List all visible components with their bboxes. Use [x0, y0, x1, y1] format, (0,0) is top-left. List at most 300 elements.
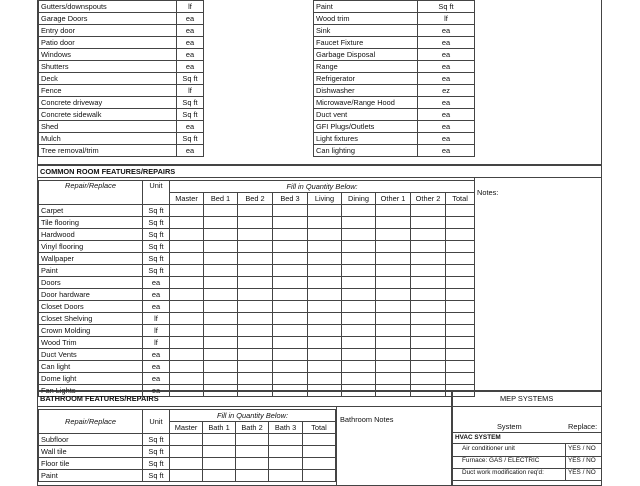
quantity-cell[interactable] [376, 349, 411, 361]
row-item-label: Gutters/downspouts [39, 1, 177, 13]
quantity-cell[interactable] [308, 289, 342, 301]
quantity-cell[interactable] [238, 277, 273, 289]
table-row [39, 73, 204, 85]
row-item-label: Hardwood [39, 229, 143, 241]
quantity-cell[interactable] [376, 361, 411, 373]
row-unit: ea [418, 121, 475, 133]
row-unit: Sq ft [143, 446, 170, 458]
quantity-cell[interactable] [238, 205, 273, 217]
quantity-cell[interactable] [376, 313, 411, 325]
quantity-cell[interactable] [273, 301, 308, 313]
row-item-label: Entry door [39, 25, 177, 37]
quantity-cell[interactable] [446, 337, 475, 349]
row-unit: ea [143, 385, 170, 397]
quantity-cell[interactable] [446, 373, 475, 385]
quantity-cell[interactable] [204, 349, 238, 361]
quantity-cell[interactable] [170, 373, 204, 385]
table-row [39, 121, 204, 133]
quantity-cell[interactable] [204, 361, 238, 373]
quantity-cell[interactable] [273, 373, 308, 385]
table-row [39, 373, 475, 385]
quantity-cell[interactable] [269, 458, 303, 470]
quantity-cell[interactable] [308, 325, 342, 337]
quantity-cell[interactable] [411, 277, 446, 289]
quantity-cell[interactable] [170, 446, 203, 458]
common-room-header: Other 2 [411, 193, 446, 205]
quantity-cell[interactable] [170, 337, 204, 349]
row-unit: ea [418, 145, 475, 157]
table-row [314, 85, 475, 97]
quantity-cell[interactable] [273, 289, 308, 301]
common-title-divider [37, 177, 602, 178]
table-row [39, 229, 475, 241]
quantity-cell[interactable] [273, 229, 308, 241]
quantity-cell[interactable] [273, 265, 308, 277]
row-item-label: Doors [39, 277, 143, 289]
quantity-cell[interactable] [308, 229, 342, 241]
quantity-cell[interactable] [342, 361, 376, 373]
row-unit: Sq ft [177, 73, 204, 85]
quantity-cell[interactable] [308, 361, 342, 373]
row-unit: ea [177, 49, 204, 61]
table-row [39, 61, 204, 73]
quantity-cell[interactable] [170, 325, 204, 337]
row-item-label: Faucet Fixture [314, 37, 418, 49]
quantity-cell[interactable] [376, 253, 411, 265]
quantity-cell[interactable] [238, 301, 273, 313]
quantity-cell[interactable] [376, 205, 411, 217]
quantity-cell[interactable] [342, 253, 376, 265]
quantity-cell[interactable] [269, 446, 303, 458]
quantity-cell[interactable] [273, 205, 308, 217]
row-unit: ea [418, 73, 475, 85]
quantity-cell[interactable] [446, 253, 475, 265]
table-row [314, 25, 475, 37]
common-room-header: Bed 3 [273, 193, 308, 205]
quantity-cell[interactable] [411, 229, 446, 241]
quantity-cell[interactable] [204, 241, 238, 253]
quantity-cell[interactable] [170, 253, 204, 265]
quantity-cell[interactable] [204, 217, 238, 229]
table-row [39, 217, 475, 229]
row-unit: ea [177, 145, 204, 157]
row-unit: lf [177, 1, 204, 13]
row-unit: Sq ft [177, 97, 204, 109]
common-room-table [38, 180, 475, 397]
quantity-cell[interactable] [376, 337, 411, 349]
quantity-cell[interactable] [308, 205, 342, 217]
common-room-header: Bed 2 [238, 193, 273, 205]
quantity-cell[interactable] [411, 373, 446, 385]
row-item-label: Dishwasher [314, 85, 418, 97]
table-row [314, 49, 475, 61]
row-item-label: Sink [314, 25, 418, 37]
table-row [314, 109, 475, 121]
hvac-label: HVAC SYSTEM [455, 434, 501, 441]
row-unit: ez [418, 85, 475, 97]
row-item-label: Crown Molding [39, 325, 143, 337]
row-unit: Sq ft [143, 241, 170, 253]
quantity-cell[interactable] [204, 265, 238, 277]
quantity-cell[interactable] [411, 361, 446, 373]
quantity-cell[interactable] [308, 217, 342, 229]
row-unit: ea [418, 61, 475, 73]
row-unit: lf [143, 313, 170, 325]
quantity-cell[interactable] [204, 313, 238, 325]
row-unit: lf [143, 325, 170, 337]
row-item-label: Tile flooring [39, 217, 143, 229]
bath-notes-label: Bathroom Notes [340, 415, 394, 424]
row-item-label: Wood trim [314, 13, 418, 25]
quantity-cell[interactable] [238, 253, 273, 265]
row-unit: ea [143, 373, 170, 385]
row-unit: Sq ft [143, 229, 170, 241]
bath-room-header: Bath 2 [236, 422, 269, 434]
table-row [39, 434, 336, 446]
table-row [314, 61, 475, 73]
quantity-cell[interactable] [342, 265, 376, 277]
quantity-cell[interactable] [203, 446, 236, 458]
table-row [39, 205, 475, 217]
table-row [39, 458, 336, 470]
row-unit: Sq ft [177, 109, 204, 121]
row-item-label: Duct vent [314, 109, 418, 121]
row-item-label: Deck [39, 73, 177, 85]
quantity-cell[interactable] [238, 349, 273, 361]
quantity-cell[interactable] [376, 217, 411, 229]
bath-room-header: Bath 3 [269, 422, 303, 434]
row-unit: ea [143, 277, 170, 289]
quantity-cell[interactable] [170, 289, 204, 301]
row-item-label: Paint [39, 265, 143, 277]
mep-replace-header: Replace: [568, 422, 598, 431]
quantity-cell[interactable] [170, 458, 203, 470]
quantity-cell[interactable] [203, 434, 236, 446]
row-item-label: Closet Shelving [39, 313, 143, 325]
row-item-label: Carpet [39, 205, 143, 217]
row-item-label: Shed [39, 121, 177, 133]
quantity-cell[interactable] [273, 361, 308, 373]
quantity-cell[interactable] [446, 217, 475, 229]
quantity-cell[interactable] [204, 277, 238, 289]
mep-column-divider [565, 444, 566, 456]
quantity-cell[interactable] [170, 241, 204, 253]
quantity-cell[interactable] [170, 229, 204, 241]
row-unit: Sq ft [143, 458, 170, 470]
mep-row-label: Furnace: GAS / ELECTRIC [462, 457, 540, 464]
row-unit: ea [418, 109, 475, 121]
quantity-cell[interactable] [446, 229, 475, 241]
row-item-label: Concrete driveway [39, 97, 177, 109]
quantity-cell[interactable] [308, 337, 342, 349]
table-row [39, 133, 204, 145]
quantity-cell[interactable] [238, 289, 273, 301]
table-row [39, 277, 475, 289]
table-row [39, 37, 204, 49]
quantity-cell[interactable] [204, 373, 238, 385]
quantity-cell[interactable] [411, 301, 446, 313]
table-row [314, 97, 475, 109]
quantity-cell[interactable] [411, 241, 446, 253]
quantity-cell[interactable] [342, 205, 376, 217]
quantity-cell[interactable] [446, 265, 475, 277]
table-row [39, 361, 475, 373]
mep-yes-no-option[interactable]: YES / NO [568, 469, 596, 476]
row-item-label: Mulch [39, 133, 177, 145]
quantity-cell[interactable] [342, 337, 376, 349]
common-unit-header: Unit [143, 181, 170, 205]
quantity-cell[interactable] [411, 217, 446, 229]
bath-repair-header: Repair/Replace [39, 410, 143, 434]
mep-column-divider [565, 468, 566, 480]
table-row [39, 97, 204, 109]
row-unit: Sq ft [177, 133, 204, 145]
quantity-cell[interactable] [342, 373, 376, 385]
common-notes-label: Notes: [477, 188, 499, 197]
quantity-cell[interactable] [376, 325, 411, 337]
row-unit: ea [177, 121, 204, 133]
quantity-cell[interactable] [342, 325, 376, 337]
table-row [314, 145, 475, 157]
row-item-label: GFI Plugs/Outlets [314, 121, 418, 133]
quantity-cell[interactable] [273, 241, 308, 253]
row-unit: lf [143, 337, 170, 349]
quantity-cell[interactable] [342, 217, 376, 229]
row-unit: ea [177, 37, 204, 49]
quantity-cell[interactable] [238, 217, 273, 229]
quantity-cell[interactable] [446, 277, 475, 289]
bath-title-divider [37, 406, 452, 407]
row-unit: ea [177, 25, 204, 37]
quantity-cell[interactable] [446, 241, 475, 253]
quantity-cell[interactable] [342, 277, 376, 289]
quantity-cell[interactable] [238, 373, 273, 385]
row-unit: ea [143, 361, 170, 373]
quantity-cell[interactable] [273, 325, 308, 337]
row-item-label: Tree removal/trim [39, 145, 177, 157]
quantity-cell[interactable] [238, 337, 273, 349]
common-room-header: Master [170, 193, 204, 205]
quantity-cell[interactable] [203, 458, 236, 470]
quantity-cell[interactable] [170, 265, 204, 277]
common-notes-divider [474, 177, 475, 391]
row-unit: ea [418, 37, 475, 49]
quantity-cell[interactable] [411, 289, 446, 301]
table-row [39, 349, 475, 361]
quantity-cell[interactable] [411, 325, 446, 337]
quantity-cell[interactable] [170, 434, 203, 446]
row-unit: ea [143, 349, 170, 361]
quantity-cell[interactable] [204, 289, 238, 301]
quantity-cell[interactable] [411, 349, 446, 361]
quantity-cell[interactable] [376, 265, 411, 277]
quantity-cell[interactable] [342, 241, 376, 253]
mep-row-label: Duct work modification req'd: [462, 469, 544, 476]
quantity-cell[interactable] [170, 205, 204, 217]
quantity-cell[interactable] [303, 458, 336, 470]
quantity-cell[interactable] [446, 205, 475, 217]
row-item-label: Vinyl flooring [39, 241, 143, 253]
common-room-header: Total [446, 193, 475, 205]
row-unit: ea [143, 301, 170, 313]
quantity-cell[interactable] [170, 313, 204, 325]
row-unit: Sq ft [143, 470, 170, 482]
quantity-cell[interactable] [204, 205, 238, 217]
table-row [314, 121, 475, 133]
row-item-label: Wall tile [39, 446, 143, 458]
row-unit: Sq ft [143, 265, 170, 277]
quantity-cell[interactable] [308, 277, 342, 289]
quantity-cell[interactable] [204, 253, 238, 265]
row-item-label: Dome light [39, 373, 143, 385]
quantity-cell[interactable] [236, 458, 269, 470]
quantity-cell[interactable] [446, 313, 475, 325]
quantity-cell[interactable] [308, 301, 342, 313]
bath-fill-header: Fill in Quantity Below: [170, 410, 336, 422]
row-item-label: Fan Lights [39, 385, 143, 397]
row-item-label: Closet Doors [39, 301, 143, 313]
quantity-cell[interactable] [308, 253, 342, 265]
bath-section-title: BATHROOM FEATURES/REPAIRS [40, 394, 159, 403]
quantity-cell[interactable] [170, 277, 204, 289]
quantity-cell[interactable] [308, 313, 342, 325]
table-row [39, 13, 204, 25]
row-unit: Sq ft [143, 217, 170, 229]
common-room-header: Other 1 [376, 193, 411, 205]
row-item-label: Windows [39, 49, 177, 61]
row-item-label: Floor tile [39, 458, 143, 470]
quantity-cell[interactable] [446, 325, 475, 337]
table-row [314, 133, 475, 145]
quantity-cell[interactable] [411, 265, 446, 277]
quantity-cell[interactable] [308, 265, 342, 277]
bath-notes-divider [336, 406, 337, 486]
quantity-cell[interactable] [170, 361, 204, 373]
row-item-label: Garbage Disposal [314, 49, 418, 61]
quantity-cell[interactable] [170, 349, 204, 361]
quantity-cell[interactable] [269, 434, 303, 446]
bath-unit-header: Unit [143, 410, 170, 434]
quantity-cell[interactable] [411, 313, 446, 325]
quantity-cell[interactable] [342, 301, 376, 313]
quantity-cell[interactable] [376, 289, 411, 301]
quantity-cell[interactable] [170, 217, 204, 229]
table-row [314, 73, 475, 85]
quantity-cell[interactable] [236, 446, 269, 458]
quantity-cell[interactable] [308, 373, 342, 385]
quantity-cell[interactable] [376, 301, 411, 313]
quantity-cell[interactable] [342, 289, 376, 301]
quantity-cell[interactable] [446, 349, 475, 361]
row-item-label: Wallpaper [39, 253, 143, 265]
row-item-label: Duct Vents [39, 349, 143, 361]
quantity-cell[interactable] [303, 446, 336, 458]
quantity-cell[interactable] [376, 373, 411, 385]
exterior-left-table [38, 0, 204, 157]
quantity-cell[interactable] [170, 301, 204, 313]
common-repair-header: Repair/Replace [39, 181, 143, 205]
quantity-cell[interactable] [204, 337, 238, 349]
bath-table [38, 409, 336, 482]
quantity-cell[interactable] [273, 277, 308, 289]
quantity-cell[interactable] [303, 434, 336, 446]
table-row [39, 253, 475, 265]
quantity-cell[interactable] [342, 313, 376, 325]
quantity-cell[interactable] [238, 325, 273, 337]
row-unit: ea [418, 25, 475, 37]
quantity-cell[interactable] [238, 229, 273, 241]
row-item-label: Door hardware [39, 289, 143, 301]
exterior-right-table [313, 0, 475, 157]
quantity-cell[interactable] [411, 205, 446, 217]
quantity-cell[interactable] [238, 265, 273, 277]
quantity-cell[interactable] [308, 241, 342, 253]
row-item-label: Paint [39, 470, 143, 482]
quantity-cell[interactable] [376, 229, 411, 241]
mep-title: MEP SYSTEMS [500, 394, 554, 403]
mep-yes-no-option[interactable]: YES / NO [568, 445, 596, 452]
row-unit: ea [418, 133, 475, 145]
quantity-cell[interactable] [376, 277, 411, 289]
quantity-cell[interactable] [238, 241, 273, 253]
row-item-label: Range [314, 61, 418, 73]
quantity-cell[interactable] [273, 253, 308, 265]
table-row [39, 337, 475, 349]
table-row [39, 241, 475, 253]
quantity-cell[interactable] [236, 434, 269, 446]
row-unit: Sq ft [143, 205, 170, 217]
mep-yes-no-option[interactable]: YES / NO [568, 457, 596, 464]
row-item-label: Patio door [39, 37, 177, 49]
table-row [39, 49, 204, 61]
quantity-cell[interactable] [273, 349, 308, 361]
quantity-cell[interactable] [342, 229, 376, 241]
quantity-cell[interactable] [342, 349, 376, 361]
quantity-cell[interactable] [446, 301, 475, 313]
quantity-cell[interactable] [238, 361, 273, 373]
quantity-cell[interactable] [446, 361, 475, 373]
common-section-title: COMMON ROOM FEATURES/REPAIRS [40, 167, 176, 176]
row-item-label: Wood Trim [39, 337, 143, 349]
quantity-cell[interactable] [273, 313, 308, 325]
table-row [39, 85, 204, 97]
quantity-cell[interactable] [204, 229, 238, 241]
table-row [39, 301, 475, 313]
mep-system-header: System [497, 422, 522, 431]
quantity-cell[interactable] [411, 337, 446, 349]
quantity-cell[interactable] [411, 253, 446, 265]
table-row [314, 1, 475, 13]
quantity-cell[interactable] [273, 217, 308, 229]
table-row [39, 289, 475, 301]
quantity-cell[interactable] [376, 241, 411, 253]
quantity-cell[interactable] [204, 325, 238, 337]
quantity-cell[interactable] [446, 289, 475, 301]
table-row [314, 13, 475, 25]
table-row [39, 313, 475, 325]
table-row [39, 109, 204, 121]
table-row [39, 145, 204, 157]
quantity-cell[interactable] [204, 301, 238, 313]
table-row [39, 25, 204, 37]
common-room-header: Dining [342, 193, 376, 205]
quantity-cell[interactable] [308, 349, 342, 361]
quantity-cell[interactable] [238, 313, 273, 325]
quantity-cell[interactable] [273, 337, 308, 349]
row-unit: ea [418, 49, 475, 61]
row-item-label: Concrete sidewalk [39, 109, 177, 121]
common-room-header: Living [308, 193, 342, 205]
